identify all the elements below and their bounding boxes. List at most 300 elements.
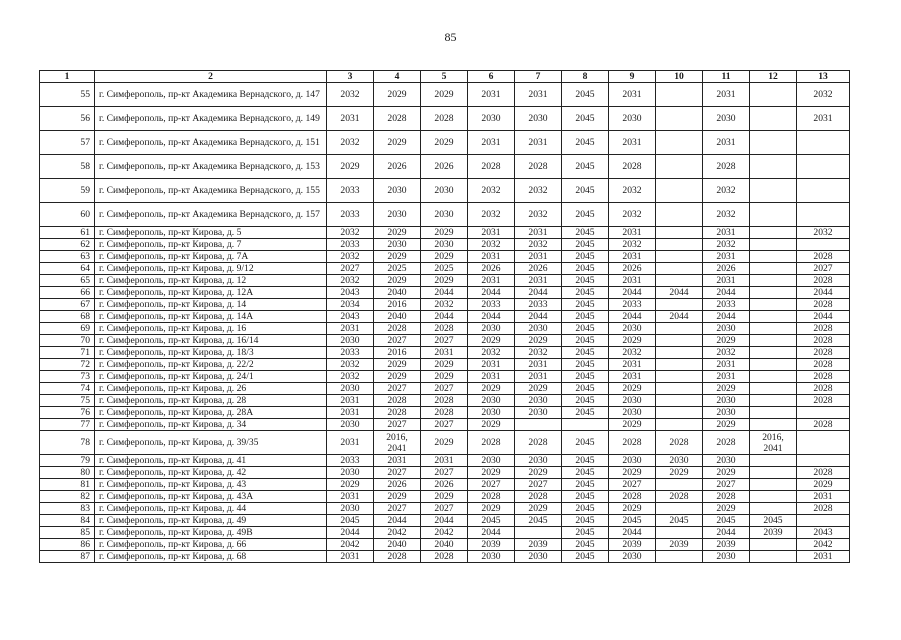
year-cell: 2031	[609, 371, 656, 383]
address-cell: г. Симферополь, пр-кт Кирова, д. 43	[95, 479, 327, 491]
year-cell: 2045	[562, 227, 609, 239]
year-cell: 2027	[515, 479, 562, 491]
year-cell: 2031	[468, 251, 515, 263]
row-number: 59	[40, 179, 95, 203]
table-row	[40, 239, 850, 251]
year-cell: 2031	[703, 227, 750, 239]
year-cell: 2031	[515, 359, 562, 371]
year-cell: 2032	[609, 203, 656, 227]
year-cell: 2044	[797, 311, 850, 323]
table-row	[40, 371, 850, 383]
year-cell: 2028	[656, 491, 703, 503]
year-cell: 2030	[468, 407, 515, 419]
year-cell	[750, 323, 797, 335]
year-cell: 2025	[421, 263, 468, 275]
year-cell: 2030	[421, 203, 468, 227]
row-number: 78	[40, 431, 95, 455]
year-cell: 2028	[515, 491, 562, 503]
table-row	[40, 323, 850, 335]
year-cell: 2029	[609, 383, 656, 395]
table-row	[40, 479, 850, 491]
year-cell	[750, 239, 797, 251]
year-cell	[656, 227, 703, 239]
year-cell: 2027	[421, 383, 468, 395]
year-cell: 2031	[327, 107, 374, 131]
year-cell: 2030	[374, 239, 421, 251]
year-cell: 2028	[374, 323, 421, 335]
year-cell	[750, 467, 797, 479]
year-cell: 2029	[421, 83, 468, 107]
year-cell: 2031	[515, 275, 562, 287]
row-number: 61	[40, 227, 95, 239]
row-number: 80	[40, 467, 95, 479]
row-number: 86	[40, 539, 95, 551]
year-cell: 2044	[327, 527, 374, 539]
year-cell: 2045	[562, 395, 609, 407]
header-row	[40, 71, 850, 83]
year-cell	[750, 251, 797, 263]
year-cell: 2045	[562, 431, 609, 455]
year-cell	[797, 203, 850, 227]
year-cell: 2042	[797, 539, 850, 551]
year-cell: 2026	[421, 479, 468, 491]
year-cell: 2045	[562, 239, 609, 251]
year-cell	[656, 347, 703, 359]
year-cell: 2027	[327, 263, 374, 275]
year-cell	[750, 383, 797, 395]
year-cell: 2043	[797, 527, 850, 539]
year-cell	[750, 107, 797, 131]
overhaul-schedule-table	[39, 70, 850, 563]
year-cell	[750, 263, 797, 275]
year-cell: 2029	[797, 479, 850, 491]
year-cell: 2045	[656, 515, 703, 527]
year-cell	[750, 287, 797, 299]
year-cell: 2031	[703, 251, 750, 263]
year-cell: 2029	[609, 335, 656, 347]
year-cell	[750, 479, 797, 491]
year-cell	[562, 419, 609, 431]
year-cell: 2032	[797, 227, 850, 239]
address-cell: г. Симферополь, пр-кт Академика Вернадского, д. 153	[95, 155, 327, 179]
year-cell: 2029	[374, 251, 421, 263]
year-cell: 2029	[421, 251, 468, 263]
column-header: 5	[421, 71, 468, 83]
year-cell: 2031	[703, 275, 750, 287]
year-cell: 2045	[562, 551, 609, 563]
year-cell: 2045	[562, 83, 609, 107]
year-cell: 2026	[609, 263, 656, 275]
year-cell: 2032	[703, 239, 750, 251]
row-number: 84	[40, 515, 95, 527]
year-cell: 2031	[327, 431, 374, 455]
row-number: 64	[40, 263, 95, 275]
table-row	[40, 131, 850, 155]
year-cell: 2031	[421, 347, 468, 359]
row-number: 79	[40, 455, 95, 467]
year-cell: 2034	[327, 299, 374, 311]
table-row	[40, 551, 850, 563]
year-cell: 2032	[327, 371, 374, 383]
year-cell	[656, 371, 703, 383]
year-cell: 2029	[656, 467, 703, 479]
row-number: 85	[40, 527, 95, 539]
year-cell: 2030	[609, 551, 656, 563]
year-cell	[656, 359, 703, 371]
year-cell: 2028	[374, 407, 421, 419]
column-header: 9	[609, 71, 656, 83]
year-cell: 2028	[703, 491, 750, 503]
year-cell: 2026	[703, 263, 750, 275]
year-cell: 2032	[327, 251, 374, 263]
address-cell: г. Симферополь, пр-кт Академика Вернадского, д. 157	[95, 203, 327, 227]
year-cell: 2029	[468, 383, 515, 395]
year-cell: 2026	[468, 263, 515, 275]
row-number: 62	[40, 239, 95, 251]
year-cell: 2032	[515, 347, 562, 359]
year-cell: 2028	[609, 155, 656, 179]
year-cell: 2044	[374, 515, 421, 527]
year-cell: 2030	[468, 455, 515, 467]
year-cell: 2045	[750, 515, 797, 527]
year-cell	[656, 263, 703, 275]
table-row	[40, 227, 850, 239]
row-number: 74	[40, 383, 95, 395]
year-cell: 2030	[609, 395, 656, 407]
year-cell: 2030	[515, 323, 562, 335]
address-cell: г. Симферополь, пр-кт Кирова, д. 66	[95, 539, 327, 551]
address-cell: г. Симферополь, пр-кт Кирова, д. 68	[95, 551, 327, 563]
year-cell: 2030	[703, 395, 750, 407]
year-cell: 2028	[797, 251, 850, 263]
table-row	[40, 395, 850, 407]
year-cell: 2031	[609, 227, 656, 239]
year-cell: 2029	[421, 371, 468, 383]
address-cell: г. Симферополь, пр-кт Кирова, д. 5	[95, 227, 327, 239]
year-cell	[656, 395, 703, 407]
table-row	[40, 203, 850, 227]
year-cell: 2045	[562, 359, 609, 371]
year-cell: 2031	[327, 407, 374, 419]
year-cell: 2033	[327, 347, 374, 359]
table-row	[40, 491, 850, 503]
year-cell: 2030	[703, 407, 750, 419]
year-cell: 2029	[515, 503, 562, 515]
column-header: 6	[468, 71, 515, 83]
year-cell: 2045	[562, 179, 609, 203]
year-cell: 2028	[797, 299, 850, 311]
table-row	[40, 407, 850, 419]
year-cell: 2039	[750, 527, 797, 539]
year-cell: 2042	[421, 527, 468, 539]
address-cell: г. Симферополь, пр-кт Кирова, д. 12А	[95, 287, 327, 299]
year-cell: 2045	[562, 335, 609, 347]
address-cell: г. Симферополь, пр-кт Кирова, д. 49В	[95, 527, 327, 539]
year-cell: 2028	[468, 491, 515, 503]
year-cell	[750, 491, 797, 503]
year-cell: 2044	[468, 527, 515, 539]
year-cell: 2032	[703, 203, 750, 227]
year-cell	[797, 131, 850, 155]
year-cell: 2030	[703, 551, 750, 563]
table-row	[40, 455, 850, 467]
address-cell: г. Симферополь, пр-кт Кирова, д. 43А	[95, 491, 327, 503]
year-cell	[797, 239, 850, 251]
year-cell: 2026	[421, 155, 468, 179]
row-number: 76	[40, 407, 95, 419]
year-cell: 2016, 2041	[374, 431, 421, 455]
year-cell: 2031	[609, 131, 656, 155]
year-cell	[797, 179, 850, 203]
address-cell: г. Симферополь, пр-кт Академика Вернадского, д. 149	[95, 107, 327, 131]
address-cell: г. Симферополь, пр-кт Кирова, д. 28А	[95, 407, 327, 419]
year-cell	[656, 407, 703, 419]
year-cell	[656, 179, 703, 203]
year-cell	[656, 323, 703, 335]
year-cell: 2033	[327, 203, 374, 227]
year-cell: 2029	[421, 227, 468, 239]
year-cell: 2027	[609, 479, 656, 491]
year-cell: 2028	[374, 107, 421, 131]
year-cell: 2031	[468, 359, 515, 371]
year-cell: 2045	[562, 491, 609, 503]
year-cell: 2031	[703, 131, 750, 155]
year-cell: 2026	[515, 263, 562, 275]
year-cell: 2032	[468, 347, 515, 359]
year-cell: 2028	[703, 155, 750, 179]
year-cell	[750, 419, 797, 431]
year-cell: 2028	[468, 155, 515, 179]
year-cell: 2028	[609, 431, 656, 455]
year-cell: 2028	[374, 395, 421, 407]
row-number: 66	[40, 287, 95, 299]
row-number: 58	[40, 155, 95, 179]
year-cell: 2031	[374, 455, 421, 467]
year-cell: 2033	[609, 299, 656, 311]
year-cell	[656, 383, 703, 395]
year-cell: 2030	[374, 179, 421, 203]
year-cell: 2029	[468, 419, 515, 431]
year-cell	[750, 455, 797, 467]
year-cell: 2029	[421, 275, 468, 287]
year-cell: 2029	[374, 227, 421, 239]
year-cell: 2031	[703, 359, 750, 371]
year-cell: 2028	[703, 431, 750, 455]
year-cell: 2042	[374, 527, 421, 539]
year-cell	[656, 299, 703, 311]
year-cell: 2028	[421, 323, 468, 335]
year-cell: 2045	[562, 407, 609, 419]
year-cell: 2031	[327, 551, 374, 563]
year-cell: 2045	[562, 131, 609, 155]
year-cell: 2045	[562, 251, 609, 263]
year-cell: 2044	[421, 515, 468, 527]
column-header: 7	[515, 71, 562, 83]
address-cell: г. Симферополь, пр-кт Кирова, д. 22/2	[95, 359, 327, 371]
year-cell: 2028	[797, 347, 850, 359]
year-cell	[515, 419, 562, 431]
year-cell: 2045	[562, 527, 609, 539]
year-cell: 2029	[609, 419, 656, 431]
year-cell: 2032	[515, 179, 562, 203]
table-row	[40, 467, 850, 479]
year-cell: 2039	[656, 539, 703, 551]
year-cell: 2033	[327, 179, 374, 203]
year-cell	[656, 419, 703, 431]
year-cell: 2044	[656, 311, 703, 323]
address-cell: г. Симферополь, пр-кт Кирова, д. 44	[95, 503, 327, 515]
column-header: 12	[750, 71, 797, 83]
year-cell: 2028	[515, 431, 562, 455]
year-cell: 2027	[374, 467, 421, 479]
year-cell: 2029	[468, 467, 515, 479]
year-cell: 2028	[468, 431, 515, 455]
year-cell: 2030	[703, 107, 750, 131]
year-cell: 2045	[562, 107, 609, 131]
year-cell: 2029	[703, 467, 750, 479]
address-cell: г. Симферополь, пр-кт Кирова, д. 16/14	[95, 335, 327, 347]
year-cell: 2032	[515, 239, 562, 251]
year-cell: 2029	[374, 371, 421, 383]
year-cell: 2026	[374, 479, 421, 491]
table-row	[40, 335, 850, 347]
year-cell: 2031	[609, 359, 656, 371]
table-row	[40, 359, 850, 371]
row-number: 68	[40, 311, 95, 323]
year-cell: 2029	[609, 467, 656, 479]
year-cell: 2029	[421, 131, 468, 155]
year-cell: 2031	[609, 83, 656, 107]
address-cell: г. Симферополь, пр-кт Кирова, д. 49	[95, 515, 327, 527]
year-cell	[656, 335, 703, 347]
year-cell: 2029	[327, 479, 374, 491]
year-cell: 2030	[609, 107, 656, 131]
address-cell: г. Симферополь, пр-кт Академика Вернадского, д. 155	[95, 179, 327, 203]
year-cell	[656, 131, 703, 155]
year-cell: 2031	[515, 371, 562, 383]
year-cell: 2029	[609, 503, 656, 515]
year-cell: 2045	[562, 503, 609, 515]
year-cell: 2045	[562, 383, 609, 395]
year-cell: 2044	[421, 311, 468, 323]
year-cell: 2032	[609, 179, 656, 203]
year-cell: 2045	[562, 371, 609, 383]
year-cell: 2029	[703, 335, 750, 347]
year-cell: 2030	[374, 203, 421, 227]
row-number: 67	[40, 299, 95, 311]
year-cell	[750, 371, 797, 383]
year-cell: 2032	[468, 179, 515, 203]
year-cell	[750, 227, 797, 239]
year-cell: 2029	[374, 275, 421, 287]
year-cell: 2028	[797, 371, 850, 383]
year-cell: 2030	[515, 455, 562, 467]
year-cell: 2028	[797, 335, 850, 347]
year-cell: 2028	[797, 383, 850, 395]
row-number: 56	[40, 107, 95, 131]
address-cell: г. Симферополь, пр-кт Кирова, д. 42	[95, 467, 327, 479]
year-cell: 2027	[703, 479, 750, 491]
year-cell: 2027	[797, 263, 850, 275]
year-cell	[515, 527, 562, 539]
year-cell	[797, 407, 850, 419]
year-cell: 2045	[562, 347, 609, 359]
year-cell: 2028	[797, 419, 850, 431]
year-cell: 2029	[515, 335, 562, 347]
page-number: 85	[444, 30, 457, 44]
year-cell: 2029	[703, 419, 750, 431]
table-row	[40, 179, 850, 203]
year-cell: 2031	[797, 491, 850, 503]
year-cell: 2045	[562, 515, 609, 527]
year-cell	[750, 539, 797, 551]
column-header: 4	[374, 71, 421, 83]
year-cell: 2033	[468, 299, 515, 311]
year-cell: 2026	[374, 155, 421, 179]
address-cell: г. Симферополь, пр-кт Кирова, д. 9/12	[95, 263, 327, 275]
table-row	[40, 299, 850, 311]
year-cell	[750, 335, 797, 347]
year-cell: 2029	[703, 383, 750, 395]
year-cell	[750, 407, 797, 419]
year-cell: 2045	[562, 275, 609, 287]
year-cell: 2045	[703, 515, 750, 527]
year-cell: 2031	[609, 251, 656, 263]
year-cell: 2031	[703, 83, 750, 107]
table-row	[40, 419, 850, 431]
year-cell: 2044	[609, 287, 656, 299]
table-row	[40, 251, 850, 263]
year-cell: 2028	[797, 275, 850, 287]
year-cell: 2032	[703, 347, 750, 359]
year-cell: 2031	[327, 323, 374, 335]
year-cell: 2030	[703, 455, 750, 467]
year-cell: 2027	[421, 467, 468, 479]
year-cell: 2039	[703, 539, 750, 551]
year-cell: 2030	[468, 107, 515, 131]
year-cell: 2030	[327, 335, 374, 347]
year-cell: 2045	[562, 455, 609, 467]
table-row	[40, 503, 850, 515]
table-row	[40, 311, 850, 323]
year-cell: 2045	[562, 287, 609, 299]
year-cell: 2044	[609, 311, 656, 323]
year-cell: 2045	[562, 323, 609, 335]
year-cell: 2033	[703, 299, 750, 311]
year-cell: 2028	[656, 431, 703, 455]
year-cell: 2039	[515, 539, 562, 551]
table-row	[40, 83, 850, 107]
year-cell: 2031	[468, 227, 515, 239]
year-cell: 2032	[468, 203, 515, 227]
year-cell: 2028	[421, 407, 468, 419]
year-cell: 2030	[656, 455, 703, 467]
year-cell: 2027	[421, 419, 468, 431]
year-cell: 2045	[562, 311, 609, 323]
year-cell: 2027	[374, 383, 421, 395]
year-cell: 2029	[374, 359, 421, 371]
year-cell: 2030	[515, 407, 562, 419]
year-cell: 2031	[515, 227, 562, 239]
year-cell	[797, 455, 850, 467]
year-cell: 2028	[797, 395, 850, 407]
year-cell	[656, 551, 703, 563]
table-row	[40, 383, 850, 395]
year-cell: 2040	[421, 539, 468, 551]
year-cell: 2029	[374, 83, 421, 107]
year-cell: 2029	[515, 467, 562, 479]
year-cell	[797, 431, 850, 455]
